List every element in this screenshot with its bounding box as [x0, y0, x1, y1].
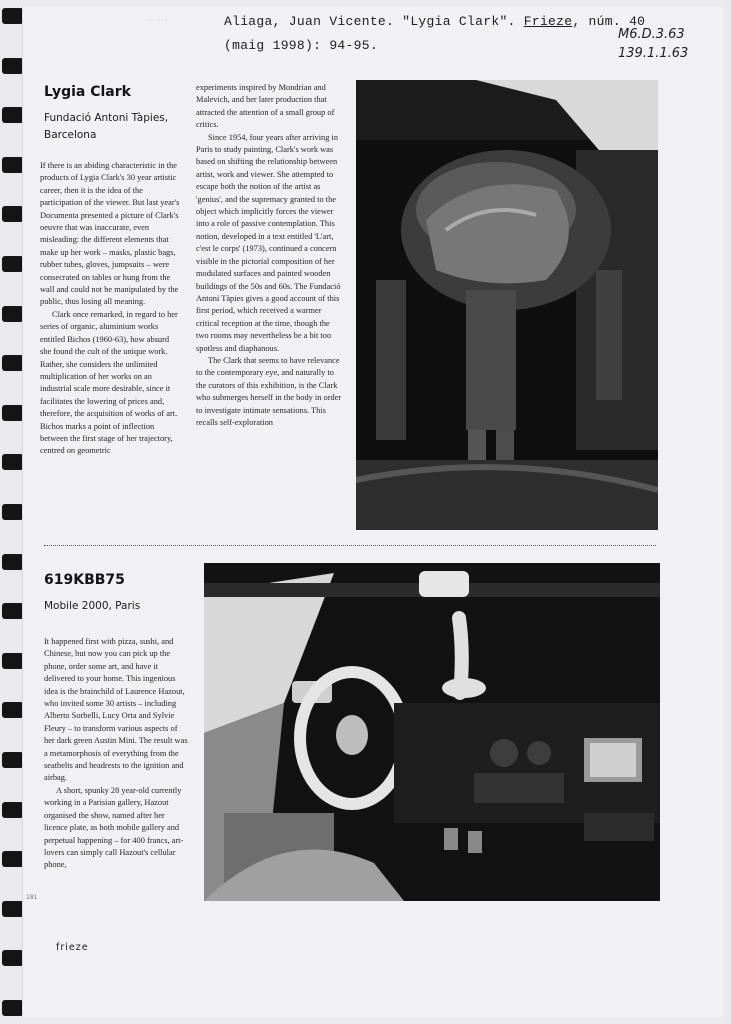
photo-figures-illustration	[356, 80, 658, 530]
shelfmark-line-2: 139.1.1.63	[618, 46, 689, 61]
review-title-lygia-clark: Lygia Clark	[44, 84, 131, 100]
review-venue-mobile-2000: Mobile 2000, Paris	[44, 600, 141, 612]
review1-column-1	[40, 160, 182, 458]
car-interior-photograph	[204, 563, 660, 901]
paragraph: The Clark that seems to have relevance to the contemporary eye, and naturally to the curators of this exhibition, is the Clark who submerges herself in the body in order to investigate intimate sensations. This recalls self-exploration	[196, 355, 342, 427]
section-divider	[44, 545, 656, 546]
page-number: 181	[26, 894, 38, 901]
citation-line-2: (maig 1998): 94-95.	[224, 38, 378, 53]
footer-magazine-name: frieze	[56, 942, 89, 953]
citation-line-1: Aliaga, Juan Vicente. "Lygia Clark". Frieze, núm. 40	[224, 14, 646, 29]
faint-marks: · · ·	[150, 14, 168, 27]
paragraph: It happened first with pizza, sushi, and Chinese, but now you can pick up the phone, order some art, and have it delivered to your home. This ingenious idea is the brainchild of Laurence Hazout, who invited some 30 artists – including Alberto Sorbelli, Lucy Orta and Sylvie Fleury – to transform various aspects of her dark green Austin Mini. The result was a metamorphosis of everything from the seatbelts and headrests to the ignition and airbag.	[44, 637, 188, 783]
review2-column-1	[44, 636, 190, 872]
paragraph: experiments inspired by Mondrian and Malevich, and her later production that attracted the attention of a small group of critics.	[196, 83, 335, 130]
paragraph: Clark once remarked, in regard to her series of organic, aluminium works entitled Bichos (1960-63), how absurd she found the cult of the unique work. Rather, she considers the unlimited multiplication of her works on an industrial scale more desirable, since it facilitates the lowering of prices and, therefore, the acquisition of works of art. Bichos marks a point of inflection between the first stage of her trajectory, centred on geometric	[40, 309, 178, 456]
review-venue-tapies: Fundació Antoni Tàpies, Barcelona	[44, 112, 169, 141]
review1-column-2	[196, 82, 342, 429]
paragraph: Since 1954, four years after arriving in Paris to study painting, Clark's work was based on shifting the relationship between artist, work and viewer. She attempted to escape both the notion of the artist as 'genius', and the supremacy granted to the object which implicitly forces the viewer into a role of passive contemplation. This notion, developed in a text entitled 'L'art, c'est le corps' (1973), continued a concern visible in the pictorial composition of her modulated surfaces and painted wooden buildings of the 50s and 60s. The Fundació Antoni Tàpies gives a good account of this first period, which received a warmer critical reception at the time, though the two rooms may nevertheless be a bit too spotless and diaphanous.	[196, 132, 341, 353]
car-interior-illustration	[204, 563, 660, 901]
shelfmark-line-1: M6.D.3.63	[618, 27, 685, 42]
citation-magazine: Frieze	[523, 14, 573, 29]
handwritten-shelfmark	[618, 25, 688, 63]
exhibition-photograph	[356, 80, 658, 530]
paragraph: If there is an abiding characteristic in the products of Lygia Clark's 30 year artistic career, then it is the idea of the participation of the viewer. But last year's Documenta presented a picture of Clark's oeuvre that was inaccurate, even misleading: the different elements that make up her work – masks, plastic bags, rubber tubes, gloves, jumpsuits – were consecrated on tables or hung from the wall and could not be manipulated by the public, thus losing all meaning.	[40, 161, 180, 307]
paragraph: A short, spunky 28 year-old currently working in a Parisian gallery, Hazout organised the show, named after her licence plate, as both mobile gallery and perpetual happening – for 400 francs, art-lovers can simply call Hazout's cellular phone,	[44, 785, 184, 870]
review-title-619kbb75: 619KBB75	[44, 572, 125, 588]
